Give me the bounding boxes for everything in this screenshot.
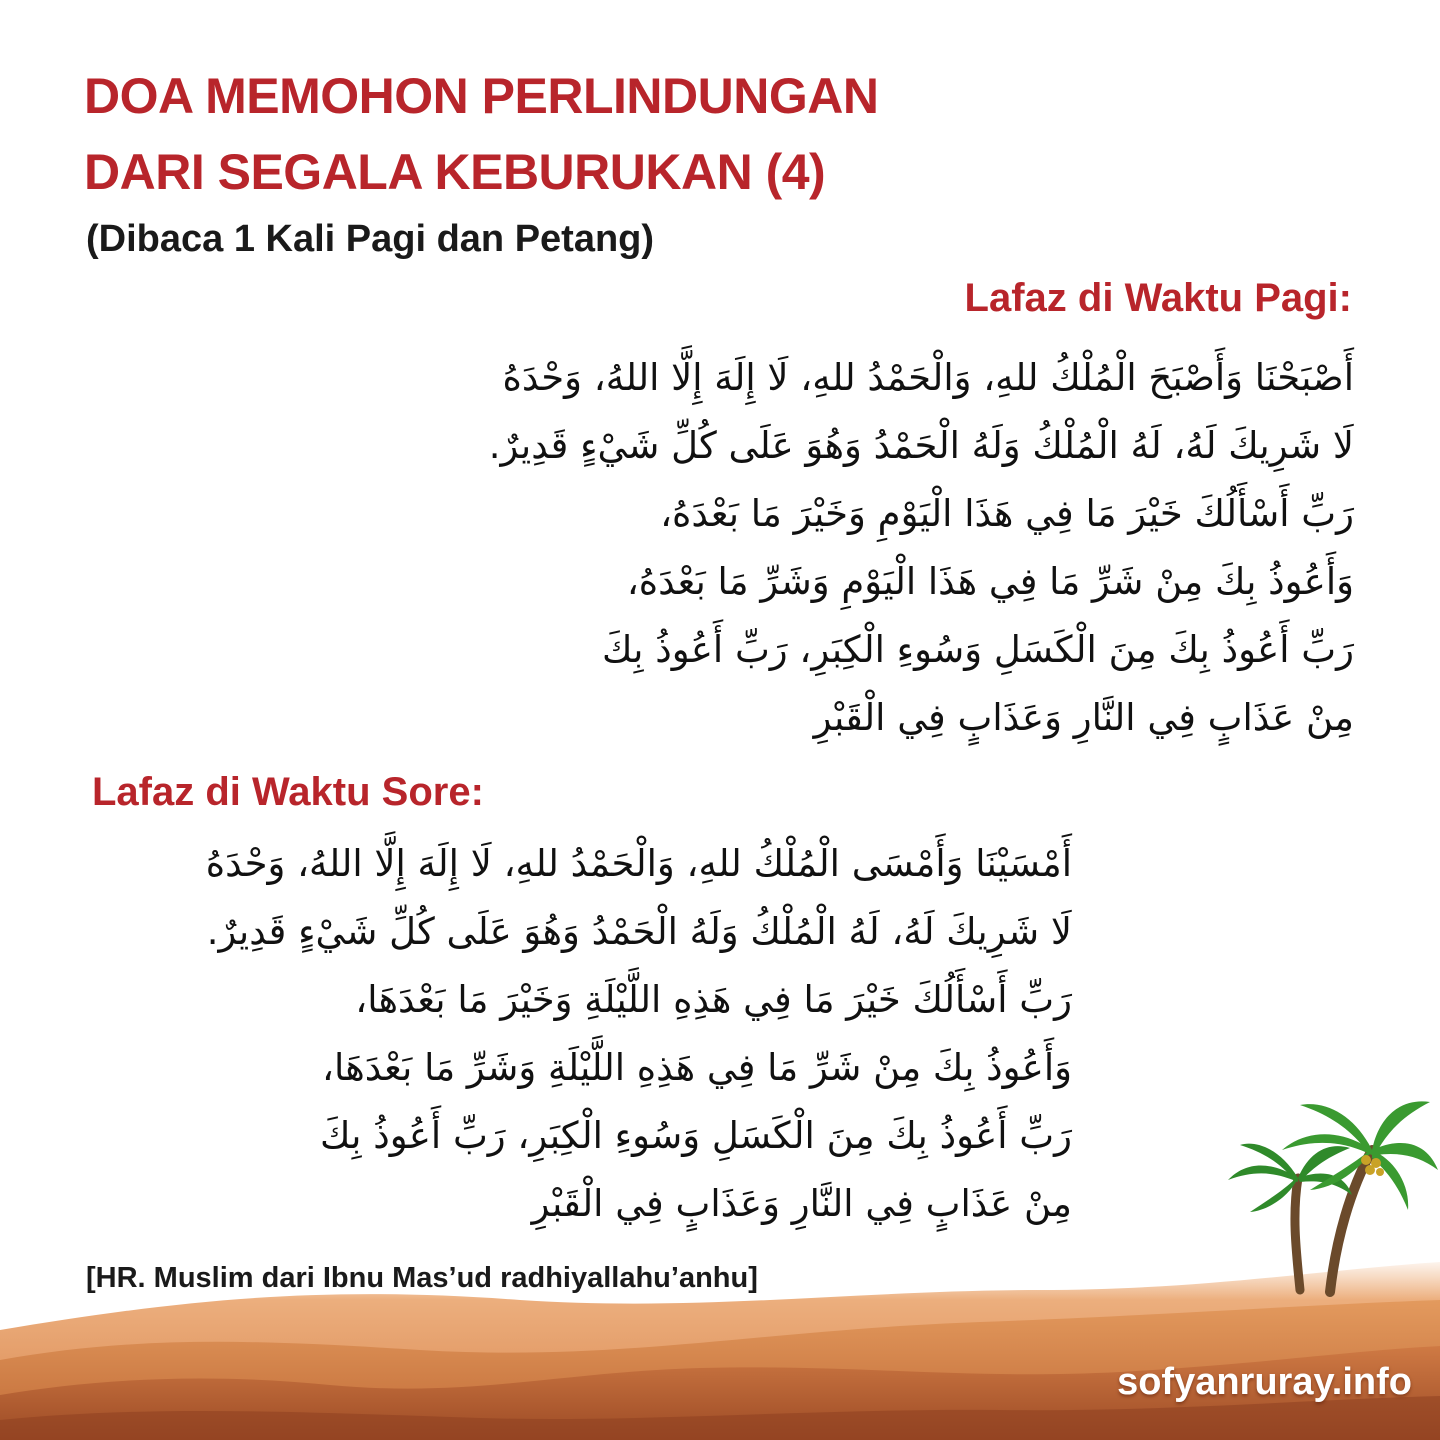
arabic-line: وَأَعُوذُ بِكَ مِنْ شَرِّ مَا فِي هَذَا الْيَوْمِ وَشَرِّ مَا بَعْدَهُ،	[626, 560, 1354, 603]
page-title	[84, 58, 878, 210]
arabic-line: مِنْ عَذَابٍ فِي النَّارِ وَعَذَابٍ فِي الْقَبْرِ	[531, 1182, 1072, 1225]
heading-evening: Lafaz di Waktu Sore:	[92, 770, 484, 814]
arabic-line: لَا شَرِيكَ لَهُ، لَهُ الْمُلْكُ وَلَهُ الْحَمْدُ وَهُوَ عَلَى كُلِّ شَيْءٍ قَدِيرٌ.	[206, 910, 1072, 953]
arabic-line: وَأَعُوذُ بِكَ مِنْ شَرِّ مَا فِي هَذِهِ اللَّيْلَةِ وَشَرِّ مَا بَعْدَهَا،	[322, 1046, 1072, 1089]
hadith-source: [HR. Muslim dari Ibnu Mas’ud radhiyallahu’anhu]	[86, 1262, 758, 1294]
arabic-line: رَبِّ أَسْأَلُكَ خَيْرَ مَا فِي هَذِهِ اللَّيْلَةِ وَخَيْرَ مَا بَعْدَهَا،	[355, 978, 1072, 1021]
subtitle: (Dibaca 1 Kali Pagi dan Petang)	[86, 218, 655, 260]
arabic-text-evening	[72, 830, 1072, 1238]
arabic-text-morning	[254, 344, 1354, 752]
palm-crown-right	[1282, 1101, 1438, 1210]
arabic-line: رَبِّ أَسْأَلُكَ خَيْرَ مَا فِي هَذَا الْيَوْمِ وَخَيْرَ مَا بَعْدَهُ،	[660, 492, 1354, 535]
arabic-line: رَبِّ أَعُوذُ بِكَ مِنَ الْكَسَلِ وَسُوءِ الْكِبَرِ، رَبِّ أَعُوذُ بِكَ	[602, 628, 1354, 671]
palm-trunk-left	[1295, 1178, 1300, 1290]
arabic-line: أَمْسَيْنَا وَأَمْسَى الْمُلْكُ للهِ، وَالْحَمْدُ للهِ، لَا إِلَهَ إِلَّا اللهُ، وَحْدَهُ	[205, 842, 1072, 885]
arabic-line: لَا شَرِيكَ لَهُ، لَهُ الْمُلْكُ وَلَهُ الْحَمْدُ وَهُوَ عَلَى كُلِّ شَيْءٍ قَدِيرٌ.	[488, 424, 1354, 467]
title-line-2: DARI SEGALA KEBURUKAN (4)	[84, 144, 826, 200]
arabic-line: مِنْ عَذَابٍ فِي النَّارِ وَعَذَابٍ فِي الْقَبْرِ	[813, 696, 1354, 739]
arabic-line: أَصْبَحْنَا وَأَصْبَحَ الْمُلْكُ للهِ، وَالْحَمْدُ للهِ، لَا إِلَهَ إِلَّا اللهُ، وَحْدَهُ	[502, 356, 1354, 399]
heading-morning: Lafaz di Waktu Pagi:	[964, 276, 1352, 320]
arabic-line: رَبِّ أَعُوذُ بِكَ مِنَ الْكَسَلِ وَسُوءِ الْكِبَرِ، رَبِّ أَعُوذُ بِكَ	[320, 1114, 1072, 1157]
title-line-1: DOA MEMOHON PERLINDUNGAN	[84, 68, 879, 124]
website-watermark: sofyanruray.info	[1117, 1361, 1412, 1403]
